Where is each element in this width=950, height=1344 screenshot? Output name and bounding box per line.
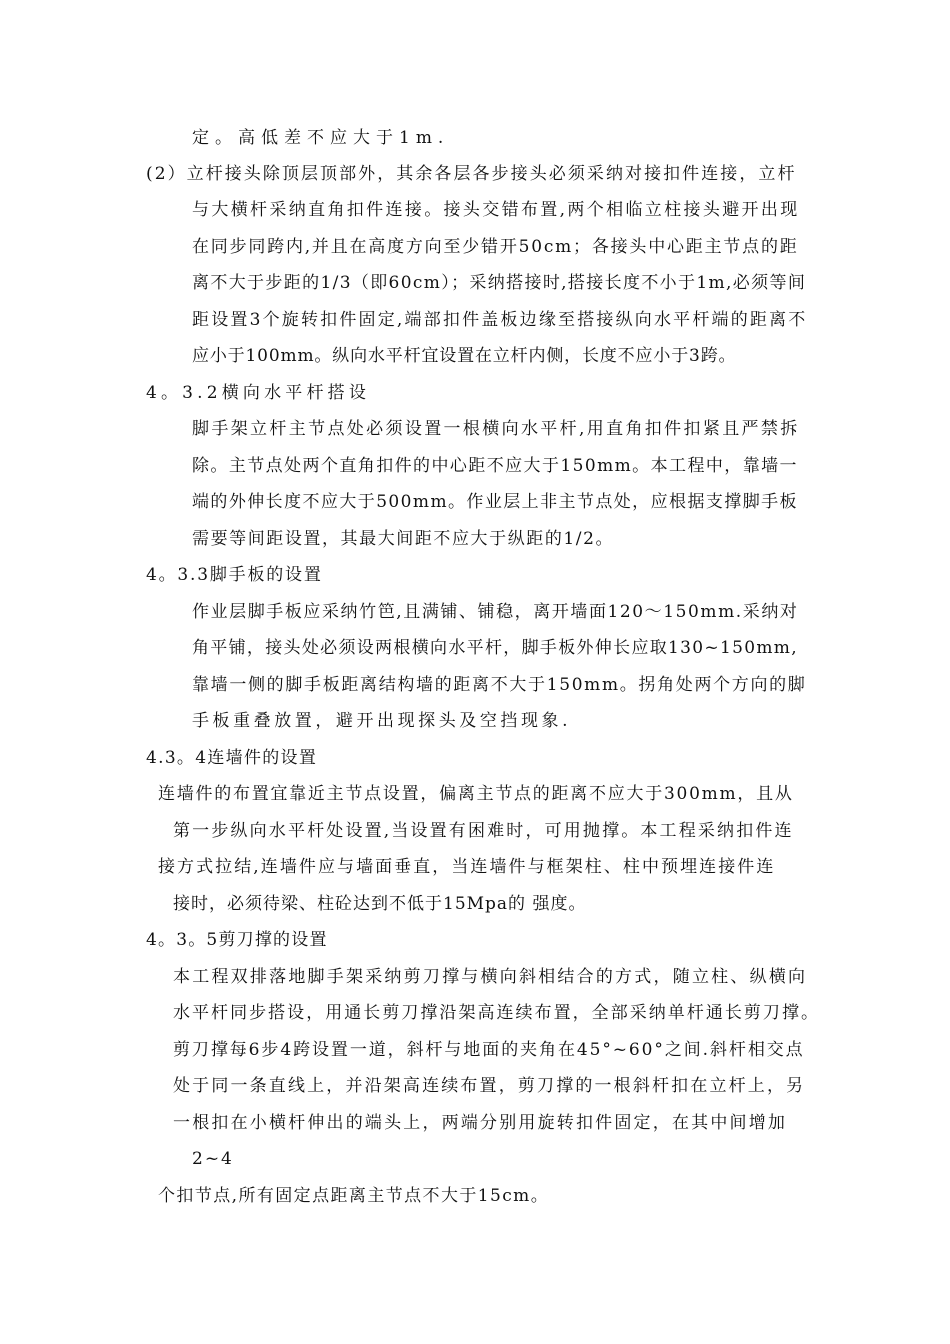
text-line: 端的外伸长度不应大于500mm。作业层上非主节点处，应根据支撑脚手板	[192, 492, 798, 512]
text-line: 定。高低差不应大于1m.	[192, 128, 450, 148]
text-line: 第一步纵向水平杆处设置,当设置有困难时，可用抛撑。本工程采纳扣件连	[173, 821, 794, 841]
text-line: 作业层脚手板应采纳竹笆,且满铺、铺稳，离开墙面120～150mm.采纳对	[192, 602, 799, 622]
text-line: 连墙件的布置宜靠近主节点设置，偏离主节点的距离不应大于300mm，且从	[158, 784, 794, 804]
text-line: 靠墙一侧的脚手板距离结构墙的距离不大于150mm。拐角处两个方向的脚	[192, 675, 807, 695]
text-line: 接时，必须待梁、柱砼达到不低于15Mpa的 强度。	[173, 894, 587, 914]
text-line: 应小于100mm。纵向水平杆宜设置在立杆内侧，长度不应小于3跨。	[192, 346, 737, 366]
text-line: 水平杆同步搭设，用通长剪刀撑沿架高连续布置，全部采纳单杆通长剪刀撑。	[173, 1003, 821, 1023]
section-heading: 4。3.2横向水平杆搭设	[146, 383, 371, 403]
section-heading: 4.3。4连墙件的设置	[146, 748, 318, 768]
text-line: 在同步同跨内,并且在高度方向至少错开50cm；各接头中心距主节点的距	[192, 237, 799, 257]
text-line: 角平铺，接头处必须设两根横向水平杆，脚手板外伸长应取130~150mm,	[192, 638, 798, 658]
text-line: 个扣节点,所有固定点距离主节点不大于15cm。	[158, 1186, 550, 1206]
text-line: 除。主节点处两个直角扣件的中心距不应大于150mm。本工程中，靠墙一	[192, 456, 798, 476]
section-heading: 4。3.3脚手板的设置	[146, 565, 323, 585]
section-heading: 4。3。5剪刀撑的设置	[146, 930, 328, 950]
text-line: 一根扣在小横杆伸出的端头上，两端分别用旋转扣件固定，在其中间增加	[173, 1113, 788, 1133]
text-line: 2~4	[192, 1149, 234, 1169]
text-line: 处于同一条直线上，并沿架高连续布置，剪刀撑的一根斜杆扣在立杆上，另	[173, 1076, 806, 1096]
text-line: 与大横杆采纳直角扣件连接。接头交错布置,两个相临立柱接头避开出现	[192, 200, 800, 220]
text-line: 离不大于步距的1/3（即60cm）；采纳搭接时,搭接长度不小于1m,必须等间	[192, 273, 807, 293]
text-line: 脚手架立杆主节点处必须设置一根横向水平杆,用直角扣件扣紧且严禁拆	[192, 419, 800, 439]
text-line: (2）立杆接头除顶层顶部外，其余各层各步接头必须采纳对接扣件连接，立杆	[146, 164, 797, 184]
text-line: 本工程双排落地脚手架采纳剪刀撑与横向斜相结合的方式，随立柱、纵横向	[173, 967, 808, 987]
text-line: 手板重叠放置，避开出现探头及空挡现象.	[192, 711, 572, 731]
text-line: 需要等间距设置，其最大间距不应大于纵距的1/2。	[192, 529, 615, 549]
text-line: 距设置3个旋转扣件固定,端部扣件盖板边缘至搭接纵向水平杆端的距离不	[192, 310, 808, 330]
text-line: 接方式拉结,连墙件应与墙面垂直，当连墙件与框架柱、柱中预埋连接件连	[158, 857, 776, 877]
text-line: 剪刀撑每6步4跨设置一道，斜杆与地面的夹角在45°~60°之间.斜杆相交点	[173, 1040, 805, 1060]
